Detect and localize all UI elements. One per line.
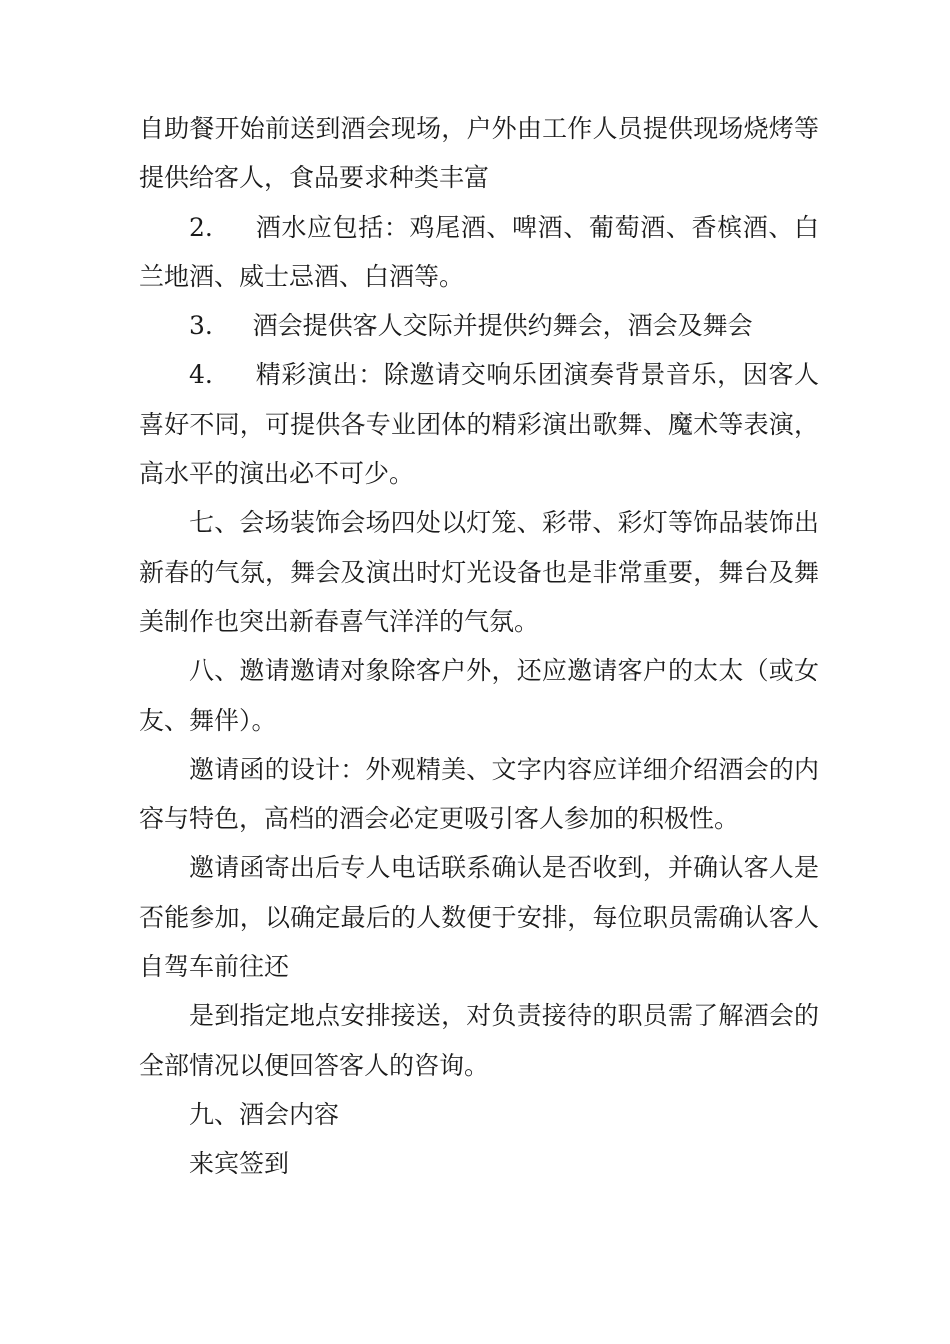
paragraph-item-4-performance: 4. 精彩演出：除邀请交响乐团演奏背景音乐，因客人喜好不同，可提供各专业团体的精彩演出歌舞、魔术等表演，高水平的演出必不可少。 <box>139 360 819 489</box>
paragraph-section-9-heading: 九、酒会内容 <box>189 1099 340 1129</box>
paragraph-pickup-arrangement: 是到指定地点安排接送，对负责接待的职员需了解酒会的全部情况以便回答客人的咨询。 <box>139 1001 819 1080</box>
paragraph-guest-signin: 来宾签到 <box>189 1149 290 1179</box>
paragraph-section-7-decoration: 七、会场装饰会场四处以灯笼、彩带、彩灯等饰品装饰出新春的气氛，舞会及演出时灯光设备也是非常重要，舞台及舞美制作也突出新春喜气洋洋的气氛。 <box>139 508 819 636</box>
paragraph-invitation-followup: 邀请函寄出后专人电话联系确认是否收到，并确认客人是否能参加，以确定最后的人数便于安排，每位职员需确认客人自驾车前往还 <box>139 853 819 982</box>
paragraph-section-8-invitation: 八、邀请邀请对象除客户外，还应邀请客户的太太（或女友、舞伴）。 <box>139 656 819 735</box>
paragraph-invitation-design: 邀请函的设计：外观精美、文字内容应详细介绍酒会的内容与特色，高档的酒会必定更吸引客人参加的积极性。 <box>139 754 819 834</box>
paragraph-buffet-continued: 自助餐开始前送到酒会现场，户外由工作人员提供现场烧烤等提供给客人，食品要求种类丰富 <box>139 114 819 193</box>
paragraph-item-2-drinks: 2. 酒水应包括：鸡尾酒、啤酒、葡萄酒、香槟酒、白兰地酒、威士忌酒、白酒等。 <box>139 212 819 291</box>
document-body <box>139 104 819 1189</box>
paragraph-item-3-dance: 3. 酒会提供客人交际并提供约舞会，酒会及舞会 <box>189 311 753 341</box>
